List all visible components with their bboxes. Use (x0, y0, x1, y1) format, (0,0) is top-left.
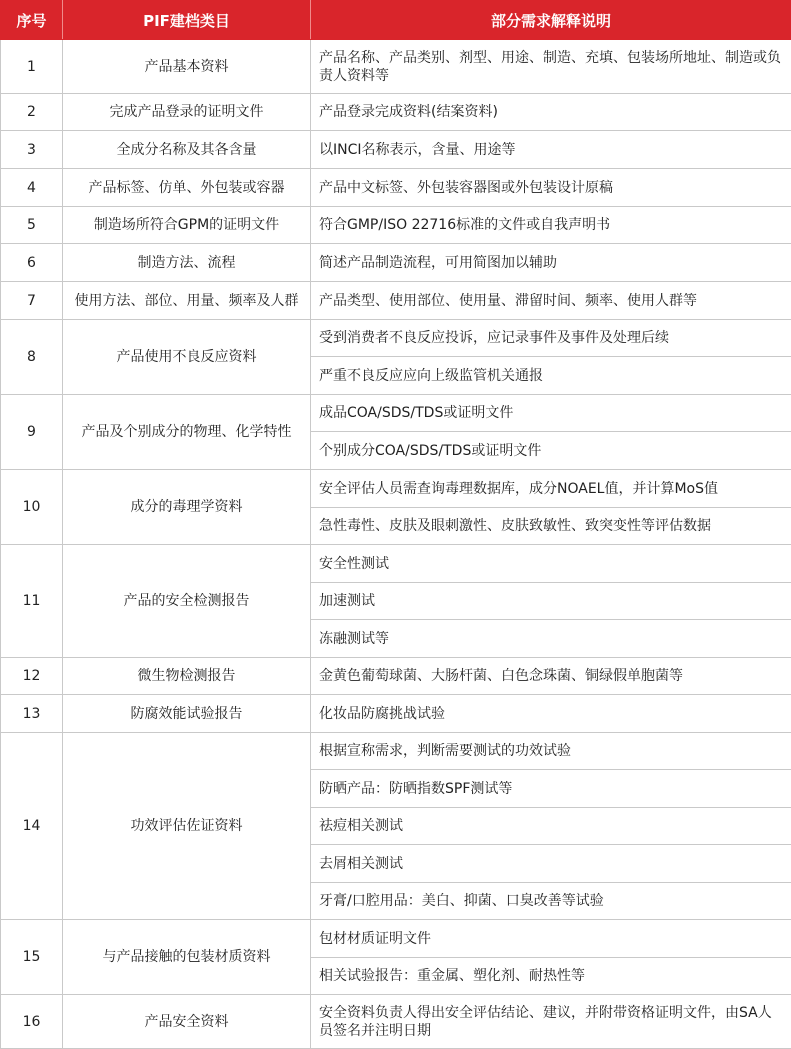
table-row (1, 995, 791, 1049)
row-number: 14 (1, 733, 63, 920)
row-detail: 简述产品制造流程，可用简图加以辅助 (311, 244, 791, 282)
row-category: 完成产品登录的证明文件 (63, 94, 311, 131)
row-detail: 防晒产品：防晒指数SPF测试等 (311, 770, 791, 808)
row-category: 产品安全资料 (63, 995, 311, 1049)
row-category: 微生物检测报告 (63, 658, 311, 695)
row-number: 2 (1, 94, 63, 131)
row-category: 防腐效能试验报告 (63, 695, 311, 733)
row-number: 10 (1, 470, 63, 545)
table-row (1, 545, 791, 583)
row-category: 使用方法、部位、用量、频率及人群 (63, 282, 311, 320)
row-detail: 包材材质证明文件 (311, 920, 791, 958)
row-detail: 安全评估人员需查询毒理数据库，成分NOAEL值，并计算MoS值 (311, 470, 791, 508)
row-number: 8 (1, 320, 63, 395)
table-row (1, 244, 791, 282)
table-row (1, 207, 791, 244)
row-number: 15 (1, 920, 63, 995)
row-category: 产品基本资料 (63, 40, 311, 94)
table-row (1, 733, 791, 770)
row-detail: 加速测试 (311, 583, 791, 620)
table-row (1, 320, 791, 357)
row-number: 3 (1, 131, 63, 169)
row-detail: 相关试验报告：重金属、塑化剂、耐热性等 (311, 958, 791, 995)
row-category: 成分的毒理学资料 (63, 470, 311, 545)
row-category: 制造方法、流程 (63, 244, 311, 282)
row-number: 1 (1, 40, 63, 94)
row-detail: 根据宣称需求，判断需要测试的功效试验 (311, 733, 791, 770)
row-number: 12 (1, 658, 63, 695)
row-detail: 产品类型、使用部位、使用量、滞留时间、频率、使用人群等 (311, 282, 791, 320)
table-row (1, 658, 791, 695)
header-category: PIF建档类目 (63, 1, 311, 40)
table-row (1, 395, 791, 432)
table-row (1, 169, 791, 207)
row-detail: 严重不良反应应向上级监管机关通报 (311, 357, 791, 395)
row-detail: 牙膏/口腔用品：美白、抑菌、口臭改善等试验 (311, 883, 791, 920)
row-number: 4 (1, 169, 63, 207)
table-row (1, 470, 791, 508)
row-detail: 金黄色葡萄球菌、大肠杆菌、白色念珠菌、铜绿假单胞菌等 (311, 658, 791, 695)
row-detail: 以INCI名称表示，含量、用途等 (311, 131, 791, 169)
row-detail: 产品登录完成资料(结案资料) (311, 94, 791, 131)
row-detail: 个别成分COA/SDS/TDS或证明文件 (311, 432, 791, 470)
row-detail: 受到消费者不良反应投诉，应记录事件及事件及处理后续 (311, 320, 791, 357)
row-category: 功效评估佐证资料 (63, 733, 311, 920)
row-number: 6 (1, 244, 63, 282)
row-category: 产品使用不良反应资料 (63, 320, 311, 395)
row-detail: 产品中文标签、外包装容器图或外包装设计原稿 (311, 169, 791, 207)
row-detail: 冻融测试等 (311, 620, 791, 658)
row-category: 制造场所符合GPM的证明文件 (63, 207, 311, 244)
row-detail: 祛痘相关测试 (311, 808, 791, 845)
table-row (1, 920, 791, 958)
row-number: 16 (1, 995, 63, 1049)
row-category: 与产品接触的包装材质资料 (63, 920, 311, 995)
row-detail: 安全资料负责人得出安全评估结论、建议，并附带资格证明文件，由SA人员签名并注明日期 (311, 995, 791, 1049)
table-header (1, 1, 791, 40)
row-detail: 产品名称、产品类别、剂型、用途、制造、充填、包装场所地址、制造或负责人资料等 (311, 40, 791, 94)
table-body (1, 40, 791, 1049)
row-number: 5 (1, 207, 63, 244)
row-detail: 符合GMP/ISO 22716标准的文件或自我声明书 (311, 207, 791, 244)
row-detail: 成品COA/SDS/TDS或证明文件 (311, 395, 791, 432)
table-row (1, 282, 791, 320)
row-category: 产品标签、仿单、外包装或容器 (63, 169, 311, 207)
row-category: 产品及个别成分的物理、化学特性 (63, 395, 311, 470)
row-detail: 急性毒性、皮肤及眼刺激性、皮肤致敏性、致突变性等评估数据 (311, 508, 791, 545)
header-num: 序号 (1, 1, 63, 40)
table-row (1, 131, 791, 169)
header-details: 部分需求解释说明 (311, 1, 791, 40)
row-number: 11 (1, 545, 63, 658)
row-detail: 化妆品防腐挑战试验 (311, 695, 791, 733)
table-row (1, 40, 791, 94)
row-number: 13 (1, 695, 63, 733)
row-number: 9 (1, 395, 63, 470)
row-category: 全成分名称及其各含量 (63, 131, 311, 169)
row-detail: 安全性测试 (311, 545, 791, 583)
row-category: 产品的安全检测报告 (63, 545, 311, 658)
row-detail: 去屑相关测试 (311, 845, 791, 883)
table-row (1, 94, 791, 131)
header-row (1, 1, 791, 40)
row-number: 7 (1, 282, 63, 320)
table-row (1, 695, 791, 733)
